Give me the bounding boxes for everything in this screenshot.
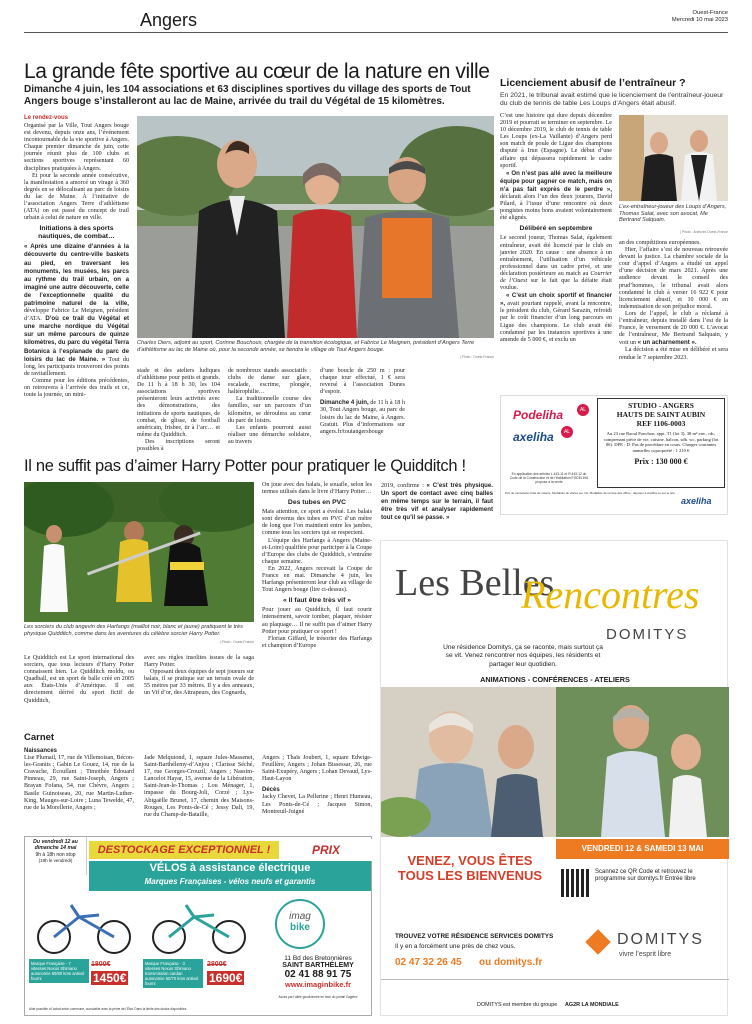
- domitys-group: AG2R LA MONDIALE: [565, 1002, 619, 1008]
- domitys-divider: [381, 979, 729, 980]
- quidditch-p3d: En 2022, Angers recevait la Coupe de France en mai. Dimanche 4 juin, les Harfangs présenteront leur club au village de Tout Angers bouge (lire ci-dessus).: [262, 565, 372, 594]
- quidditch-p3b: Mais attention, ce sport a évolué. Les balais sont devenus des tubes en PVC d’un mètre de long que l’on maintient entre les jambes, comme tous les sorciers qui se respectent.: [262, 509, 372, 537]
- bike2-price: 1690€: [209, 971, 243, 985]
- side-headline: Licenciement abusif de l’entraîneur ?: [500, 77, 686, 89]
- bike-fine2: Accès par l’allée goudronnée en face du portail Cagelec: [278, 995, 358, 999]
- carnet-births-3: Angers ; Thaïs Joubert, 1, square Edwige-Feuillère, Angers ; Johan Bissessar, 26, rue Saint-Exupéry, Angers ; Lohan Devaud, Lys-Haut-Layon: [262, 755, 372, 783]
- bike-dates-box: [25, 837, 87, 875]
- side-p1: C’est une histoire qui dure depuis décembre 2019 et pourrait se terminer en septembre. Le 10 décembre 2019, le club de tennis de table Les Loups (ex-La Vaillante) d’Angers perd son match de poule de Ligue des champions disputé à Irun (Espagne). Le début d’une affaire qui dépassera rapidement le cadre sportif.: [500, 113, 612, 169]
- quidditch-p4: 2019, confirme :: [381, 483, 427, 489]
- quidditch-p3c: L’équipe des Harfangs à Angers (Maine-et-Loire) qualifiée pour participer à la Coupe d’Europe des clubs de Quidditch, s’entraîne chaque semaine.: [262, 537, 372, 565]
- imaginbike-logo: [275, 899, 325, 949]
- podeliha-logo: Podeliha: [513, 408, 564, 422]
- main-headline: La grande fête sportive au cœur de la nature en ville: [24, 60, 490, 83]
- edition-date: Mercredi 10 mai 2023: [671, 17, 728, 23]
- main-col3-p: de nombreux stands associatifs : clubs de danse sur glace, escalade, escrime, plongée, haltérophilie…: [228, 368, 311, 396]
- main-col2-p2: Des inscriptions seront possibles à: [137, 438, 220, 453]
- carnet-col3: [262, 755, 372, 816]
- podeliha-badge: AL: [577, 404, 589, 416]
- listing-title: STUDIO - ANGERS: [628, 401, 694, 410]
- main-col3: [228, 368, 311, 446]
- main-quote2: D’où ce trail du Végétal et une marche nordique du Végétal sur un même parcours de quinze kilomètres, du parc du végétal Terra Botanica à l’esplanade du parc de loisirs du lac de Maine. »: [24, 315, 130, 363]
- main-quote-attrib: développe Fabrice Le Meignen, président d’ATA.: [24, 308, 129, 323]
- ad-domitys[interactable]: [380, 540, 728, 1016]
- main-quote: « Après une dizaine d’années à la découverte du centre-ville baskets au pied, en traversant les monuments, les musées, les parcs au rythme du trail urbain, on a imaginé une autre découverte, celle de l’exceptionnelle qualité du patrimoine naturel de la ville,: [24, 243, 129, 307]
- domitys-find2: Il y en a forcément une près de chez vous.: [395, 943, 516, 950]
- domitys-intro: Une résidence Domitys, ça se raconte, mais surtout ça se vit. Venez rencontrer nos équipes, les résidents et partager leur quotidien.: [443, 644, 603, 668]
- imaginbike-logo-1: imag: [289, 911, 311, 922]
- domitys-logo-text: DOMITYS: [617, 931, 704, 948]
- bike-headline: DESTOCKAGE EXCEPTIONNEL !: [89, 841, 279, 859]
- podeliha-legal: En application des articles L.443-11 et R.443-12 du Code de la Construction et de l’Habitation PODELIHA propose à la vente: [509, 472, 589, 484]
- axeliha-badge: AL: [561, 426, 573, 438]
- quidditch-col2: [144, 655, 254, 698]
- side-quote-end: déclarait alors l’un des deux joueurs, David Pilard, à l’issue d’une rencontre où deux pongistes moins bons avaient volontairement été alignés.: [500, 194, 612, 222]
- bike-fine: Aide possible à l’achat selon commune, cumulable avec la prime de l’État. Dans la limite des stocks disponibles: [29, 1007, 187, 1011]
- quidditch-p3e: Pour jouer au Quidditch, il faut courir intensément, savoir tomber, plaquer, résister au plaquage… Il ne suffit pas d’aimer Harry Potter pour pratiquer ce sport !: [262, 607, 372, 635]
- domitys-find: TROUVEZ VOTRE RÉSIDENCE SERVICES DOMITYS: [395, 933, 554, 940]
- listing-ref: REF 1106-0003: [636, 419, 686, 428]
- main-info: de 11 h à 18 h 30, Tout Angers bouge, au parc de loisirs du lac de Maine, à Angers. Gratuit. Plus d’informations sur angers.fr/toutangersbouge: [320, 400, 405, 435]
- main-col1: [24, 115, 129, 399]
- side-p6: La décision a été mise en délibéré et sera rendue le 7 septembre 2023.: [619, 347, 728, 361]
- side-p5-quote: « un acharnement ».: [637, 339, 697, 347]
- qr-code-icon[interactable]: [561, 869, 589, 897]
- masthead: [672, 10, 728, 24]
- quidditch-p3: On joue avec des balais, le souafle, selon les termes utilisés dans le livre d’Harry Potter…: [262, 482, 372, 496]
- bike-phone: 02 41 88 91 75: [284, 969, 352, 980]
- axeliha-logo-small: axeliha: [681, 496, 712, 506]
- side-p4: Hier, l’affaire s’est de nouveau retrouvée devant la justice. La chambre sociale de la cour d’appel d’Angers a étudié un appel d’une décision de mars 2021. Après une audience devant le conseil des prud’hommes, le tribunal avait alors condamné le club à verser 16 922 € pour licenciement abusif, et 10 000 € en indemnisation de son préjudice moral.: [619, 247, 728, 310]
- bike-headline2: PRIX: [280, 839, 372, 861]
- domitys-web[interactable]: ou domitys.fr: [479, 957, 543, 968]
- side-p2-end: sur le fait que la défaite était voulue.: [500, 277, 612, 292]
- quidditch-caption: Les sorciers du club angevin des Harfangs (maillot noir, blanc et jaune) pratiquent le très physique Quidditch, comme dans les aventures du célèbre sorcier Harry Potter.: [24, 624, 243, 637]
- main-col3-p2: La traditionnelle course des familles, sur un parcours d’un kilomètre, se déroulera au cœur du parc de loisirs.: [228, 396, 311, 424]
- bike-address2: SAINT BARTHÉLEMY: [282, 962, 354, 969]
- kicker: Le rendez-vous: [24, 115, 69, 121]
- quidditch-p2: avec ses règles insolites issues de la saga Harry Potter.: [144, 655, 254, 669]
- side-quote2: « C’est un choix sportif et financier »,: [500, 292, 612, 308]
- side-p2: Le second joueur, Thomas Salat, également entraîneur, avait été licencié par le club en janvier 2020. En cause : une absence à un entraînement, l’utilisation d’un véhicule professionnel dans un cadre privé, et une déclaration postérieure au match au: [500, 235, 612, 277]
- quidditch-credit: | Photo : Ouest-France: [219, 640, 254, 644]
- main-info-bold: Dimanche 4 juin,: [320, 399, 369, 407]
- main-p1: Organisé par la Ville, Tout Angers bouge est devenu, depuis onze ans, l’événement incontournable de la vie sportive à Angers. Chaque premier dimanche de juin, cette journée réunit plus de 100 clubs et sections sportives représentant 60 disciplines pratiquées à Angers.: [24, 123, 129, 172]
- domitys-phone[interactable]: 02 47 32 26 45: [395, 957, 462, 968]
- domitys-photos: [381, 687, 729, 837]
- bike1-specs: Marque Française · 7 vitesses Nexus Shimano autonomie 60/80 kms antivol fourni: [29, 959, 89, 983]
- imaginbike-logo-2: bike: [289, 922, 310, 933]
- ad-bike[interactable]: [24, 836, 372, 1016]
- bike-contact: [265, 955, 371, 999]
- side-col2: [619, 240, 728, 362]
- side-quote2-end: avait pourtant rappelé, avant la rencontre, le président du club, Gérard Sarazin, refroidi par le coût financier d’un long parcours en Ligue des champions. Le club avait été condamné par les instances sportives à une amende de 5 000 €, et exclu un: [500, 301, 612, 343]
- main-p2: Et pour la seconde année consécutive, la manifestation a amorcé un virage à 360 degrés en se délocalisant au parc de loisirs du lac de Maine. À l’initiative de l’association Angers Terre d’athlétisme (ATA) on est passé du concept de trail urbain à celui de nature en ville.: [24, 172, 129, 222]
- bike-web[interactable]: www.imaginbike.fr: [285, 980, 351, 989]
- bike-hours: 9h à 18h non stop: [35, 852, 76, 858]
- listing-body: Au 23 rue Raoul Ponchon, appt. T1 (lot 3), 38 m² env., rdc, comprenant pièce de vie, cuisine, balcon, sdb. wc, parking (lot 86). DPE : D. Pas de procédure en cours. Charges courantes annuelles copropriété : 1 210 €: [603, 431, 719, 453]
- bike-product: VÉLOS à assistance électrique: [149, 862, 311, 874]
- main-subhead: Initiations à des sports nautiques, de combat…: [38, 225, 115, 241]
- quidditch-headline: Il ne suffit pas d’aimer Harry Potter pour pratiquer le Quidditch !: [24, 457, 466, 475]
- carnet-births-1: Lise Plumail, 17, rue de Villemoisan, Bécon-les-Granits ; Gabin Le Gouez, 14, rue de la Cravache, Écouflant ; Timothée Édouard Pinneau, 29, rue Saint-Joseph, Angers ; Brayan Fofana, 54, rue Chèvre, Angers ; Basile Guinoiseau, 20, rue Martin-Luther-King, Mauges-sur-Loire ; Luna Tewelde, 47, rue de la Morellerie, Angers ;: [24, 755, 134, 811]
- main-col2: [137, 368, 220, 453]
- main-photo-caption: Charles Diers, adjoint au sport, Corinne Bouchoux, chargée de la transition écologique, et Fabrice Le Meignen, président d’Angers Terre d’athlétisme au lac de Maine où, pour la seconde année, se tiendra le village de Tout Angers bouge.: [137, 340, 475, 353]
- quidditch-quote: « C’est très physique. Un sport de contact avec cinq balles en même temps sur le terrain, il faut être très vif et analyser rapidement tout ce qu’il se passe. »: [381, 482, 493, 522]
- brand-name: Ouest-France: [692, 10, 728, 16]
- main-lead: Dimanche 4 juin, les 104 associations et 63 disciplines sportives du village des sports de Tout Angers bouge s’installeront au lac de Maine, arrivée du trail du Végétal de 15 kilomètres.: [24, 84, 471, 107]
- quidditch-photo: [24, 482, 254, 622]
- carnet-births-title: Naissances: [24, 748, 58, 754]
- bike2-specs: Marque Française · 3 vitesses Nexus Shimano transmission cardan autonomie 50/70 kms antivol fourni: [143, 959, 203, 988]
- main-col3-p3: Les enfants pourront aussi réaliser une démarche solidaire, au travers: [228, 424, 311, 445]
- bike-dates: Du vendredi 12 au dimanche 14 mai: [33, 839, 78, 851]
- listing-subtitle: HAUTS DE SAINT AUBIN: [616, 410, 706, 419]
- domitys-member: DOMITYS est membre du groupe: [477, 1002, 558, 1008]
- main-col4: [320, 368, 405, 436]
- main-p3: Comme pour les éditions précédentes, on retrouvera à l’arrivée des trails et ce, toute la journée, un mini-: [24, 377, 129, 399]
- main-photo-credit: | Photo : Ouest-France: [459, 355, 494, 359]
- domitys-title-1: Les Belles: [395, 562, 555, 604]
- domitys-venez: VENEZ, VOUS ÊTES TOUS LES BIENVENUS: [397, 853, 543, 883]
- carnet-deaths: Jacky Chevet, La Pellerine ; Henri Humeau, Les Ponts-de-Cé ; Jacques Simon, Montreuil-Juigné: [262, 794, 372, 815]
- carnet-deaths-title: Décès: [262, 787, 280, 794]
- carnet-births-2: Jade Melquiond, 1, square Jules-Massenet, Saint-Barthélemy-d’Anjou ; Clarisse Séché, 17, rue Georges-Crouzil, Angers ; Nassim-Lancelot Hayar, 15, avenue de la Libération, Saint-Jean-le-Thomas ; Lou Ménager, 1, impasse du Bourg-Joli, Corzé ; Lys-Abigaëlle Brunet, 17, chemin des Maisons-Rouges, Les Ponts-de-Cé ; Jessy Dali, 19, rue du Champ-de-Bataille,: [144, 755, 254, 818]
- quidditch-col3: [262, 482, 372, 650]
- bike1-old-price: 1800€: [91, 961, 111, 968]
- domitys-brand: DOMITYS: [606, 626, 689, 643]
- podeliha-fine: Prix de vente/avec frais de notaire. Modalités de visites sur rdv. Modalités de remise des offres : déposer à Axéliha ou sur le site.: [505, 491, 676, 495]
- listing-price: Prix : 130 000 €: [634, 457, 688, 467]
- side-quote: « On n’est pas allé avec la meilleure équipe pour gagner ce match, mais on n’a pas fait exprès de le perdre »,: [500, 169, 612, 193]
- main-quote-end: Tout du long, les participants trouveront des points de ravitaillement.: [24, 356, 129, 377]
- domitys-title-2: Rencontres: [521, 572, 700, 617]
- quidditch-p2b: Opposant deux équipes de sept joueurs sur balais, il se pratique sur un terrain ovale de 55 mètres par 33 mètres. Il y a des anneaux, un Vif d’or, des Attrapeurs, des Cognards,: [144, 669, 254, 697]
- ad-podeliha[interactable]: [500, 395, 728, 515]
- main-col2-p: stade et des ateliers ludiques d’athlétisme pour petits et grands. De 11 h à 18 h 30, les 104 associations sportives présenteront leurs activités avec des démonstrations, des initiations de sports nautiques, de combat, de glisse, de football américain, frisbee, tir à l’arc… et même du Quidditch.: [137, 368, 220, 438]
- domitys-dates: VENDREDI 12 & SAMEDI 13 MAI: [556, 839, 729, 859]
- side-p3: an des compétitions européennes.: [619, 240, 701, 246]
- axeliha-logo: axeliha: [513, 430, 554, 444]
- domitys-activities: ANIMATIONS - CONFÉRENCES - ATELIERS: [480, 675, 630, 684]
- bike-address1: 11 Bd des Bretonnières: [284, 955, 352, 962]
- side-p5: Lors de l’appel, le club a réclamé à l’entraîneur, depuis installé dans l’est de la France, le versement de 20 000 €. L’avocat de l’entraîneur, Me Bertrand Salquain, y voit un: [619, 310, 728, 347]
- header-rule: [24, 32, 728, 33]
- side-photo-credit: | Photo : Archives Ouest-France: [680, 230, 728, 234]
- bike-brands: Marques Françaises - vélos neufs et garantis: [144, 877, 316, 886]
- side-p2-source: Courrier de l’Ouest: [500, 270, 612, 284]
- carnet-title: Carnet: [24, 732, 55, 743]
- quidditch-col1: Le Quidditch est Le sport international des sorciers, que tous lecteurs d’Harry Potter connaissent bien. Le Quidditch moldu, ou Quadball, est un sport de balle créé en 2005 aux États-Unis d’Amérique. Il est directement dérivé du sport fictif de Quidditch,: [24, 655, 134, 704]
- section-title: Angers: [140, 10, 198, 30]
- main-photo: [137, 116, 494, 338]
- side-photo: [619, 115, 728, 201]
- bike1-price: 1450€: [93, 971, 127, 985]
- domitys-qr-text: Scannez ce QR Code et retrouvez le programme sur domitys.fr Entrée libre: [595, 869, 696, 883]
- bike-hours2: (19h le vendredi): [38, 858, 73, 863]
- bike-illustrations: [29, 897, 259, 957]
- side-photo-caption: L’ex-entraîneur-joueur des Loups d’Angers, Thomas Salat, avec son avocat, Me Bertrand Salquain.: [619, 204, 727, 224]
- quidditch-sub1: Des tubes en PVC: [287, 499, 347, 507]
- side-lead: En 2021, le tribunal avait estimé que le licenciement de l’entraîneur-joueur du club de tennis de table Les Loups d’Angers était abusif.: [500, 92, 724, 108]
- carnet-col1: [24, 748, 134, 812]
- bike2-old-price: 2800€: [207, 961, 227, 968]
- main-col4-p: d’une boucle de 250 m : pour chaque tour effectué, 1 € sera reversé à l’association Dunes d’espoir.: [320, 368, 405, 396]
- quidditch-p3f: Florian Giffard, le trésorier des Harfangs et champion d’Europe: [262, 635, 372, 649]
- podeliha-box: [597, 398, 725, 488]
- side-subhead: Délibéré en septembre: [519, 225, 593, 233]
- domitys-tagline: vivre l’esprit libre: [619, 951, 672, 958]
- quidditch-sub2: « Il faut être très vif »: [283, 597, 351, 605]
- side-col1: [500, 113, 612, 344]
- quidditch-col4: [381, 482, 493, 522]
